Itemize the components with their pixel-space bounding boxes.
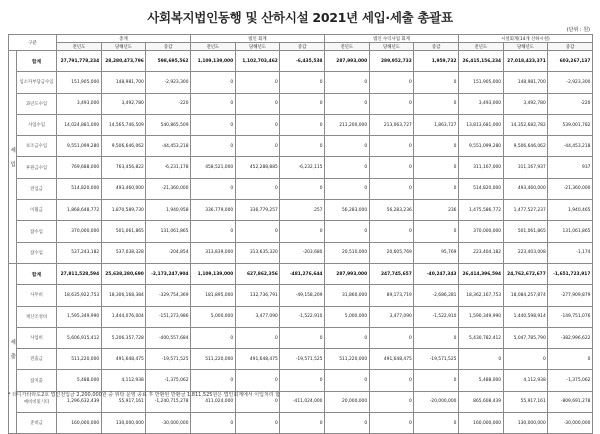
- table-cell: 540,865,509: [146, 114, 191, 135]
- table-cell: 3,477,090: [235, 306, 280, 327]
- table-cell: 5,488,000: [458, 370, 503, 391]
- table-cell: -2,686,281: [414, 285, 459, 306]
- table-cell: -400,557,684: [146, 327, 191, 348]
- table-cell: 0: [414, 157, 459, 178]
- table-cell: 0: [235, 93, 280, 114]
- row-label: 사업수입: [17, 114, 57, 135]
- table-cell: 1,959,732: [414, 51, 459, 72]
- table-cell: 0: [458, 349, 503, 370]
- table-cell: 4,112,938: [101, 370, 146, 391]
- table-cell: 20,000,000: [324, 391, 369, 412]
- table-cell: 0: [414, 136, 459, 157]
- row-label: 전입금: [17, 178, 57, 199]
- table-cell: 763,456,822: [101, 157, 146, 178]
- table-cell: 89,173,719: [369, 285, 414, 306]
- table-cell: -2,923,300: [146, 72, 191, 93]
- table-cell: 493,460,000: [503, 178, 548, 199]
- table-cell: 0: [503, 349, 548, 370]
- table-cell: 452,288,885: [235, 157, 280, 178]
- table-cell: 26,415,156,234: [458, 51, 503, 72]
- group-header-facilities: 시설회계(14개 산하시설): [458, 35, 592, 43]
- table-cell: -220: [146, 93, 191, 114]
- table-row: [9, 285, 593, 306]
- table-cell: 0: [369, 157, 414, 178]
- table-cell: 411,024,000: [191, 391, 236, 412]
- table-cell: 9,506,646,062: [503, 136, 548, 157]
- table-cell: 0: [191, 413, 236, 434]
- table-cell: 0: [235, 391, 280, 412]
- table-row: [9, 349, 593, 370]
- table-cell: 0: [324, 178, 369, 199]
- table-cell: 1,477,527,237: [503, 200, 548, 221]
- unit-label: (단위 : 원): [566, 27, 590, 33]
- table-cell: 0: [414, 221, 459, 242]
- table-cell: 493,460,000: [101, 178, 146, 199]
- col-header-curr: 당해년도: [369, 43, 414, 51]
- footnote: * 더디가타라도2호 법인전입금 2,200,000원 중 위탁 운영 종료 후 반환된 반환금 1,811,525원은 법인회계에서 이입처리 함: [8, 392, 281, 398]
- table-cell: 0: [369, 178, 414, 199]
- table-cell: 511,220,000: [191, 349, 236, 370]
- table-cell: 3,493,000: [458, 93, 503, 114]
- table-cell: 5,047,785,790: [503, 327, 548, 348]
- table-cell: -19,571,525: [414, 349, 459, 370]
- table-cell: -20,000,000: [414, 391, 459, 412]
- table-cell: 223,403,008: [503, 242, 548, 263]
- table-cell: 313,635,320: [235, 242, 280, 263]
- table-cell: -44,453,218: [548, 136, 593, 157]
- table-cell: 130,000,000: [503, 413, 548, 434]
- table-cell: 160,000,000: [57, 413, 102, 434]
- table-cell: 287,993,000: [324, 51, 369, 72]
- table-cell: 56,283,236: [369, 200, 414, 221]
- table-cell: 0: [280, 72, 325, 93]
- table-cell: -382,996,622: [548, 327, 593, 348]
- table-row: [9, 221, 593, 242]
- table-cell: 514,820,000: [458, 178, 503, 199]
- table-cell: 0: [324, 370, 369, 391]
- table-cell: -2,923,300: [548, 72, 593, 93]
- table-cell: 0: [280, 114, 325, 135]
- table-cell: 491,648,475: [369, 349, 414, 370]
- table-cell: 151,905,000: [57, 72, 102, 93]
- table-cell: 370,000,000: [57, 221, 102, 242]
- table-cell: 0: [235, 413, 280, 434]
- table-cell: 131,061,865: [548, 221, 593, 242]
- col-header-prev: 전년도: [191, 43, 236, 51]
- table-cell: 223,404,182: [458, 242, 503, 263]
- table-cell: 1,940,958: [146, 200, 191, 221]
- table-cell: -6,435,538: [280, 51, 325, 72]
- table-cell: 289,952,732: [369, 51, 414, 72]
- table-cell: 537,243,182: [57, 242, 102, 263]
- table-cell: 1,440,598,914: [503, 306, 548, 327]
- table-cell: -220: [548, 93, 593, 114]
- table-cell: 603,267,137: [548, 51, 593, 72]
- table-row: [9, 413, 593, 434]
- table-cell: 27,791,778,234: [57, 51, 102, 72]
- table-cell: 18,084,257,874: [503, 285, 548, 306]
- table-cell: 3,493,000: [57, 93, 102, 114]
- table-row: [9, 306, 593, 327]
- table-cell: 55,917,161: [503, 391, 548, 412]
- table-cell: -19,571,525: [280, 349, 325, 370]
- table-cell: 458,521,000: [191, 157, 236, 178]
- table-cell: 0: [280, 370, 325, 391]
- table-cell: -481,276,644: [280, 263, 325, 284]
- table-row: [9, 178, 593, 199]
- table-cell: 1,109,139,000: [191, 263, 236, 284]
- table-cell: 257: [280, 200, 325, 221]
- row-label: 잡지출: [17, 370, 57, 391]
- table-row: [9, 370, 593, 391]
- table-cell: 311,167,937: [503, 157, 548, 178]
- col-header-diff: 증감: [146, 43, 191, 51]
- table-cell: 148,981,700: [503, 72, 548, 93]
- table-cell: 5,000,000: [324, 306, 369, 327]
- table-cell: -149,751,076: [548, 306, 593, 327]
- table-cell: -40,247,343: [414, 263, 459, 284]
- table-cell: 3,492,780: [503, 93, 548, 114]
- table-cell: 13,813,681,000: [458, 114, 503, 135]
- table-cell: 0: [280, 413, 325, 434]
- row-label: 예비비및기타: [17, 391, 57, 412]
- row-label: 후원금수입: [17, 157, 57, 178]
- row-label: 잡수입: [17, 242, 57, 263]
- table-row: [9, 200, 593, 221]
- table-header-columns: [9, 43, 593, 51]
- table-cell: 3,492,780: [101, 93, 146, 114]
- table-cell: 31,860,000: [324, 285, 369, 306]
- table-cell: -204,854: [146, 242, 191, 263]
- table-cell: 20,605,769: [369, 242, 414, 263]
- table-cell: 1,296,632,439: [57, 391, 102, 412]
- table-cell: 537,038,328: [101, 242, 146, 263]
- table-cell: 24,762,672,677: [503, 263, 548, 284]
- row-label: 합계: [17, 263, 57, 284]
- table-cell: 0: [369, 413, 414, 434]
- table-cell: 598,695,562: [146, 51, 191, 72]
- table-cell: -6,231,178: [146, 157, 191, 178]
- table-row: [9, 242, 593, 263]
- table-cell: 937: [548, 157, 593, 178]
- col-header-diff: 증감: [280, 43, 325, 51]
- row-label: 입소자부담금수입: [17, 72, 57, 93]
- table-cell: 0: [324, 157, 369, 178]
- table-cell: 0: [414, 413, 459, 434]
- table-cell: 514,820,000: [57, 178, 102, 199]
- table-cell: 5,606,915,412: [57, 327, 102, 348]
- table-cell: 313,839,000: [191, 242, 236, 263]
- table-cell: 336,779,000: [191, 200, 236, 221]
- row-label: 이월금: [17, 200, 57, 221]
- table-cell: -49,158,209: [280, 285, 325, 306]
- table-cell: -6,232,115: [280, 157, 325, 178]
- table-cell: -44,453,218: [146, 136, 191, 157]
- table-cell: 0: [324, 136, 369, 157]
- row-label: 사무비: [17, 285, 57, 306]
- table-cell: 160,000,000: [458, 413, 503, 434]
- table-cell: 336,779,257: [235, 200, 280, 221]
- table-cell: -1,375,062: [146, 370, 191, 391]
- table-row-total: [9, 51, 593, 72]
- table-header-groups: [9, 35, 593, 43]
- table-cell: 0: [414, 178, 459, 199]
- table-cell: 1,595,349,990: [57, 306, 102, 327]
- table-cell: 0: [369, 136, 414, 157]
- table-cell: 0: [235, 221, 280, 242]
- table-cell: 0: [235, 178, 280, 199]
- group-header-corporate: 법인 회계: [191, 35, 325, 43]
- table-cell: -1,375,062: [548, 370, 593, 391]
- budget-summary-table: [8, 34, 593, 434]
- table-cell: 0: [280, 221, 325, 242]
- col-header-prev: 전년도: [57, 43, 102, 51]
- table-row: [9, 327, 593, 348]
- table-cell: 0: [324, 221, 369, 242]
- table-cell: 0: [280, 136, 325, 157]
- col-header-curr: 당해년도: [235, 43, 280, 51]
- table-cell: 0: [414, 72, 459, 93]
- table-cell: 1,444,076,004: [101, 306, 146, 327]
- table-cell: 18,635,922,753: [57, 285, 102, 306]
- table-cell: -277,909,879: [548, 285, 593, 306]
- table-cell: -151,273,986: [146, 306, 191, 327]
- table-cell: 491,648,475: [235, 349, 280, 370]
- page-title: 사회복지법인동행 및 산하시설 2021년 세입·세출 총괄표: [147, 10, 453, 25]
- col-header-prev: 전년도: [458, 43, 503, 51]
- section-label: 세 입: [9, 51, 17, 264]
- table-cell: 247,745,657: [369, 263, 414, 284]
- table-cell: 0: [191, 327, 236, 348]
- table-cell: -30,000,000: [146, 413, 191, 434]
- row-label: 사업비: [17, 327, 57, 348]
- table-cell: 0: [191, 114, 236, 135]
- table-cell: 14,024,881,000: [57, 114, 102, 135]
- table-cell: -411,024,000: [280, 391, 325, 412]
- table-cell: 0: [324, 327, 369, 348]
- table-cell: 0: [324, 413, 369, 434]
- table-cell: 0: [191, 136, 236, 157]
- col-header-diff: 증감: [548, 43, 593, 51]
- table-cell: 1,102,703,462: [235, 51, 280, 72]
- table-cell: 0: [414, 327, 459, 348]
- table-cell: 311,167,000: [458, 157, 503, 178]
- table-cell: 1,475,586,772: [458, 200, 503, 221]
- table-cell: 0: [369, 327, 414, 348]
- table-cell: 0: [369, 93, 414, 114]
- table-cell: -1,240,715,278: [146, 391, 191, 412]
- table-cell: 287,993,000: [324, 263, 369, 284]
- table-cell: 0: [191, 370, 236, 391]
- table-cell: 27,811,528,594: [57, 263, 102, 284]
- group-header-total: 총계: [57, 35, 191, 43]
- table-cell: 1,590,349,990: [458, 306, 503, 327]
- table-cell: -203,680: [280, 242, 325, 263]
- table-cell: 1,863,727: [414, 114, 459, 135]
- col-header-curr: 당해년도: [101, 43, 146, 51]
- table-cell: 511,220,000: [57, 349, 102, 370]
- table-cell: 0: [280, 327, 325, 348]
- table-cell: 539,001,782: [548, 114, 593, 135]
- table-row-total: [9, 263, 593, 284]
- table-cell: 55,917,161: [101, 391, 146, 412]
- table-cell: 0: [280, 93, 325, 114]
- table-cell: -1,651,723,917: [548, 263, 593, 284]
- table-cell: -329,754,369: [146, 285, 191, 306]
- table-cell: 1,870,589,730: [101, 200, 146, 221]
- table-cell: 20,510,000: [324, 242, 369, 263]
- table-cell: 14,565,746,509: [101, 114, 146, 135]
- table-cell: 865,608,439: [458, 391, 503, 412]
- table-cell: -30,000,000: [548, 413, 593, 434]
- table-cell: 132,736,791: [235, 285, 280, 306]
- table-row: [9, 136, 593, 157]
- col-header-diff: 증감: [414, 43, 459, 51]
- table-cell: 0: [235, 136, 280, 157]
- table-cell: 0: [235, 370, 280, 391]
- table-cell: 0: [191, 93, 236, 114]
- row-label: 전출금: [17, 349, 57, 370]
- table-cell: 0: [414, 93, 459, 114]
- table-body: [9, 51, 593, 434]
- table-row: [9, 114, 593, 135]
- table-cell: 9,551,099,280: [458, 136, 503, 157]
- row-label: 잡수입: [17, 221, 57, 242]
- table-cell: 0: [414, 370, 459, 391]
- table-cell: 627,862,356: [235, 263, 280, 284]
- table-cell: 14,352,682,782: [503, 114, 548, 135]
- table-cell: 181,895,000: [191, 285, 236, 306]
- table-cell: 151,905,000: [458, 72, 503, 93]
- table-cell: 511,220,000: [324, 349, 369, 370]
- table-cell: 5,000,000: [191, 306, 236, 327]
- table-cell: 0: [191, 221, 236, 242]
- table-cell: 148,981,700: [101, 72, 146, 93]
- row-label: 준비금: [17, 413, 57, 434]
- row-label: 보조금수입: [17, 136, 57, 157]
- table-cell: 27,018,423,371: [503, 51, 548, 72]
- table-cell: 0: [369, 370, 414, 391]
- table-cell: 0: [324, 93, 369, 114]
- table-cell: -1,522,910: [280, 306, 325, 327]
- table-cell: 5,206,357,728: [101, 327, 146, 348]
- row-label: 합계: [17, 51, 57, 72]
- group-header-profit: 법인 수익사업 회계: [324, 35, 458, 43]
- table-cell: 1,940,465: [548, 200, 593, 221]
- table-cell: 0: [235, 327, 280, 348]
- table-cell: 18,306,168,384: [101, 285, 146, 306]
- table-cell: 491,648,475: [101, 349, 146, 370]
- col-header-prev: 전년도: [324, 43, 369, 51]
- table-cell: 211,200,000: [324, 114, 369, 135]
- table-cell: 26,414,396,594: [458, 263, 503, 284]
- table-cell: 130,000,000: [101, 413, 146, 434]
- section-header: 구분: [9, 35, 57, 51]
- table-cell: -21,360,000: [146, 178, 191, 199]
- table-cell: -2,173,247,904: [146, 263, 191, 284]
- table-cell: 0: [369, 72, 414, 93]
- table-cell: 56,283,000: [324, 200, 369, 221]
- row-label: 과년도수입: [17, 93, 57, 114]
- table-cell: 0: [280, 178, 325, 199]
- table-cell: 0: [324, 72, 369, 93]
- table-cell: -809,691,278: [548, 391, 593, 412]
- table-cell: 5,430,782,412: [458, 327, 503, 348]
- table-cell: -1,174: [548, 242, 593, 263]
- table-cell: 95,769: [414, 242, 459, 263]
- table-cell: 1,109,139,000: [191, 51, 236, 72]
- table-cell: 213,063,727: [369, 114, 414, 135]
- table-cell: 236: [414, 200, 459, 221]
- table-cell: 3,477,090: [369, 306, 414, 327]
- table-cell: 25,638,280,690: [101, 263, 146, 284]
- table-cell: -21,360,000: [548, 178, 593, 199]
- table-cell: 0: [235, 72, 280, 93]
- table-cell: 0: [235, 114, 280, 135]
- table-cell: 370,000,000: [458, 221, 503, 242]
- table-cell: 0: [548, 349, 593, 370]
- table-cell: 28,280,473,796: [101, 51, 146, 72]
- table-cell: 0: [369, 221, 414, 242]
- table-cell: 0: [369, 391, 414, 412]
- table-cell: -1,522,910: [414, 306, 459, 327]
- table-cell: 501,061,865: [101, 221, 146, 242]
- table-cell: -19,571,525: [146, 349, 191, 370]
- table-row: [9, 72, 593, 93]
- row-label: 재산조성비: [17, 306, 57, 327]
- col-header-curr: 당해년도: [503, 43, 548, 51]
- table-row: [9, 157, 593, 178]
- table-cell: 18,362,167,753: [458, 285, 503, 306]
- section-label: 세 출: [9, 263, 17, 433]
- table-cell: 0: [191, 178, 236, 199]
- table-cell: 0: [191, 72, 236, 93]
- table-cell: 131,061,865: [146, 221, 191, 242]
- table-cell: 501,061,865: [503, 221, 548, 242]
- table-cell: 1,868,648,772: [57, 200, 102, 221]
- table-cell: 9,551,099,280: [57, 136, 102, 157]
- table-cell: 4,112,938: [503, 370, 548, 391]
- table-cell: 9,506,646,062: [101, 136, 146, 157]
- table-cell: 769,688,000: [57, 157, 102, 178]
- table-row: [9, 93, 593, 114]
- table-cell: 5,488,000: [57, 370, 102, 391]
